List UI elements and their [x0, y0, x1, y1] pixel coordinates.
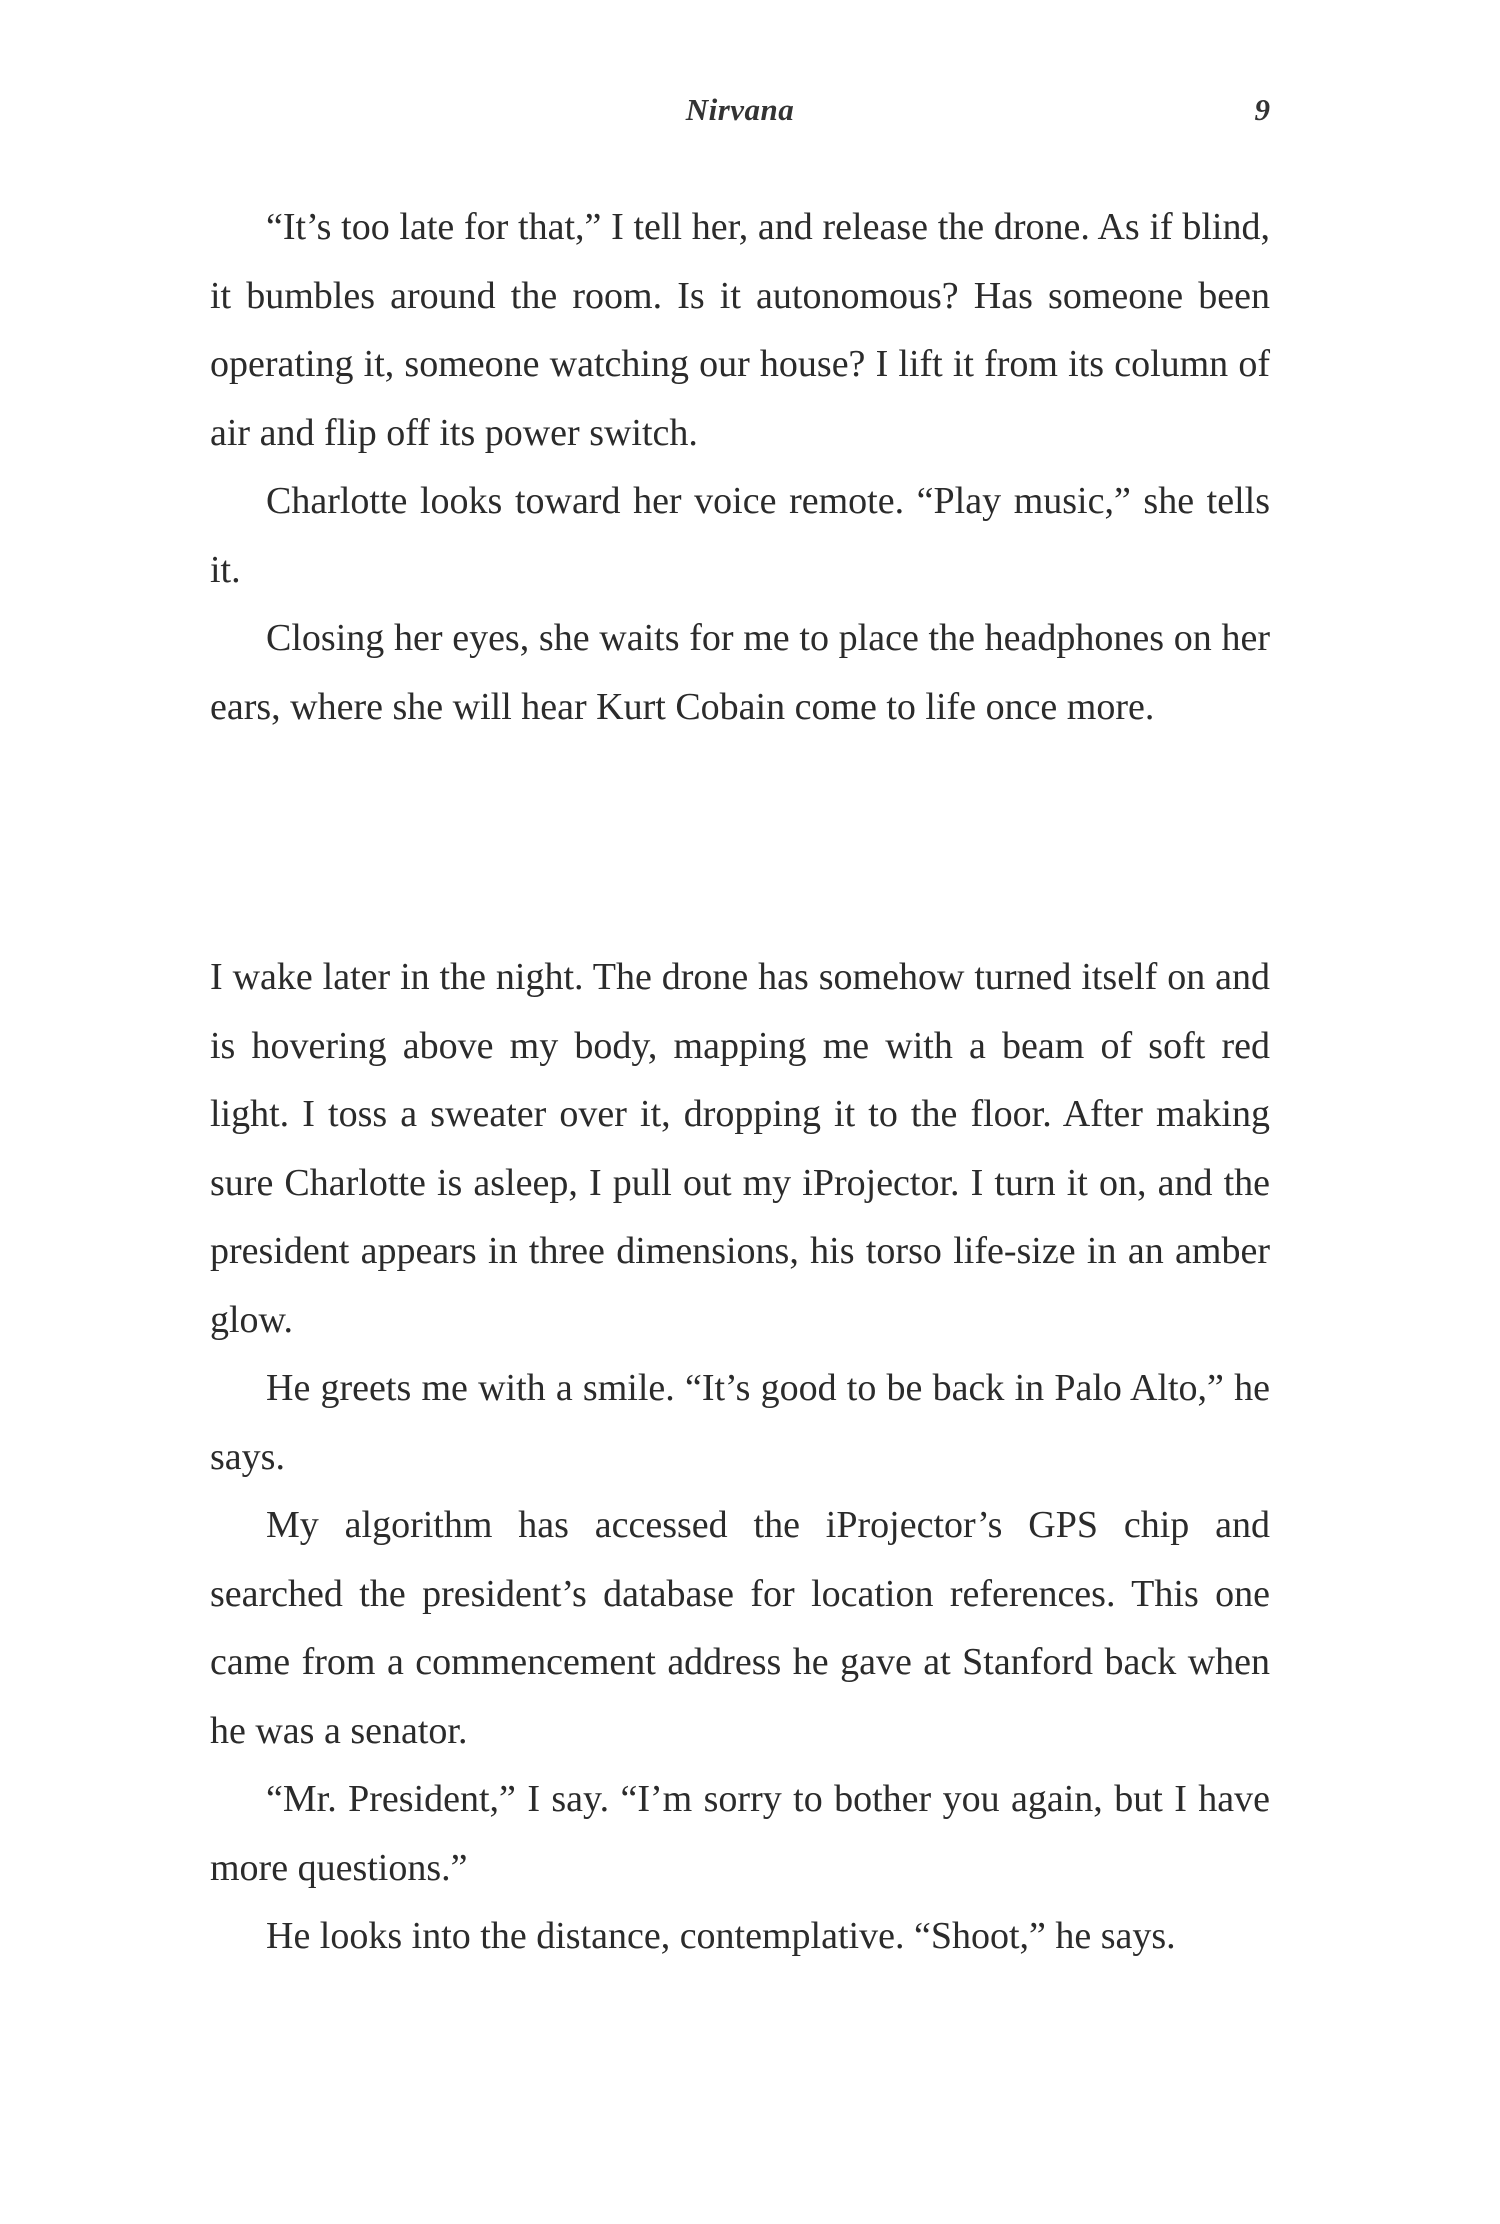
running-title: Nirvana [685, 92, 795, 127]
paragraph: “It’s too late for that,” I tell her, and release the drone. As if blind, it bumbles around the room. Is it autonomous? Has someone been operating it, someone watching our house? I lift it from its column of air and flip off its power switch. [210, 206, 1270, 454]
paragraph: “Mr. President,” I say. “I’m sorry to bother you again, but I have more questions.” [210, 1778, 1270, 1889]
paragraph: Charlotte looks toward her voice remote. “Play music,” she tells it. [210, 480, 1270, 591]
section-one [210, 193, 1270, 741]
section-two [210, 943, 1270, 1971]
running-header [210, 92, 1270, 136]
paragraph: Closing her eyes, she waits for me to place the headphones on her ears, where she will hear Kurt Cobain come to life once more. [210, 617, 1270, 728]
paragraph: I wake later in the night. The drone has somehow turned itself on and is hovering above my body, mapping me with a beam of soft red light. I toss a sweater over it, dropping it to the floor. After making sure Charlotte is asleep, I pull out my iProjector. I turn it on, and the president appears in three dimensions, his torso life-size in an amber glow. [210, 956, 1270, 1341]
paragraph: My algorithm has accessed the iProjector’s GPS chip and searched the president’s database for location references. This one came from a commencement address he gave at Stanford back when he was a senator. [210, 1504, 1270, 1752]
paragraph: He looks into the distance, contemplative. “Shoot,” he says. [266, 1915, 1176, 1957]
page-number: 9 [1254, 92, 1270, 127]
paragraph: He greets me with a smile. “It’s good to be back in Palo Alto,” he says. [210, 1367, 1270, 1478]
